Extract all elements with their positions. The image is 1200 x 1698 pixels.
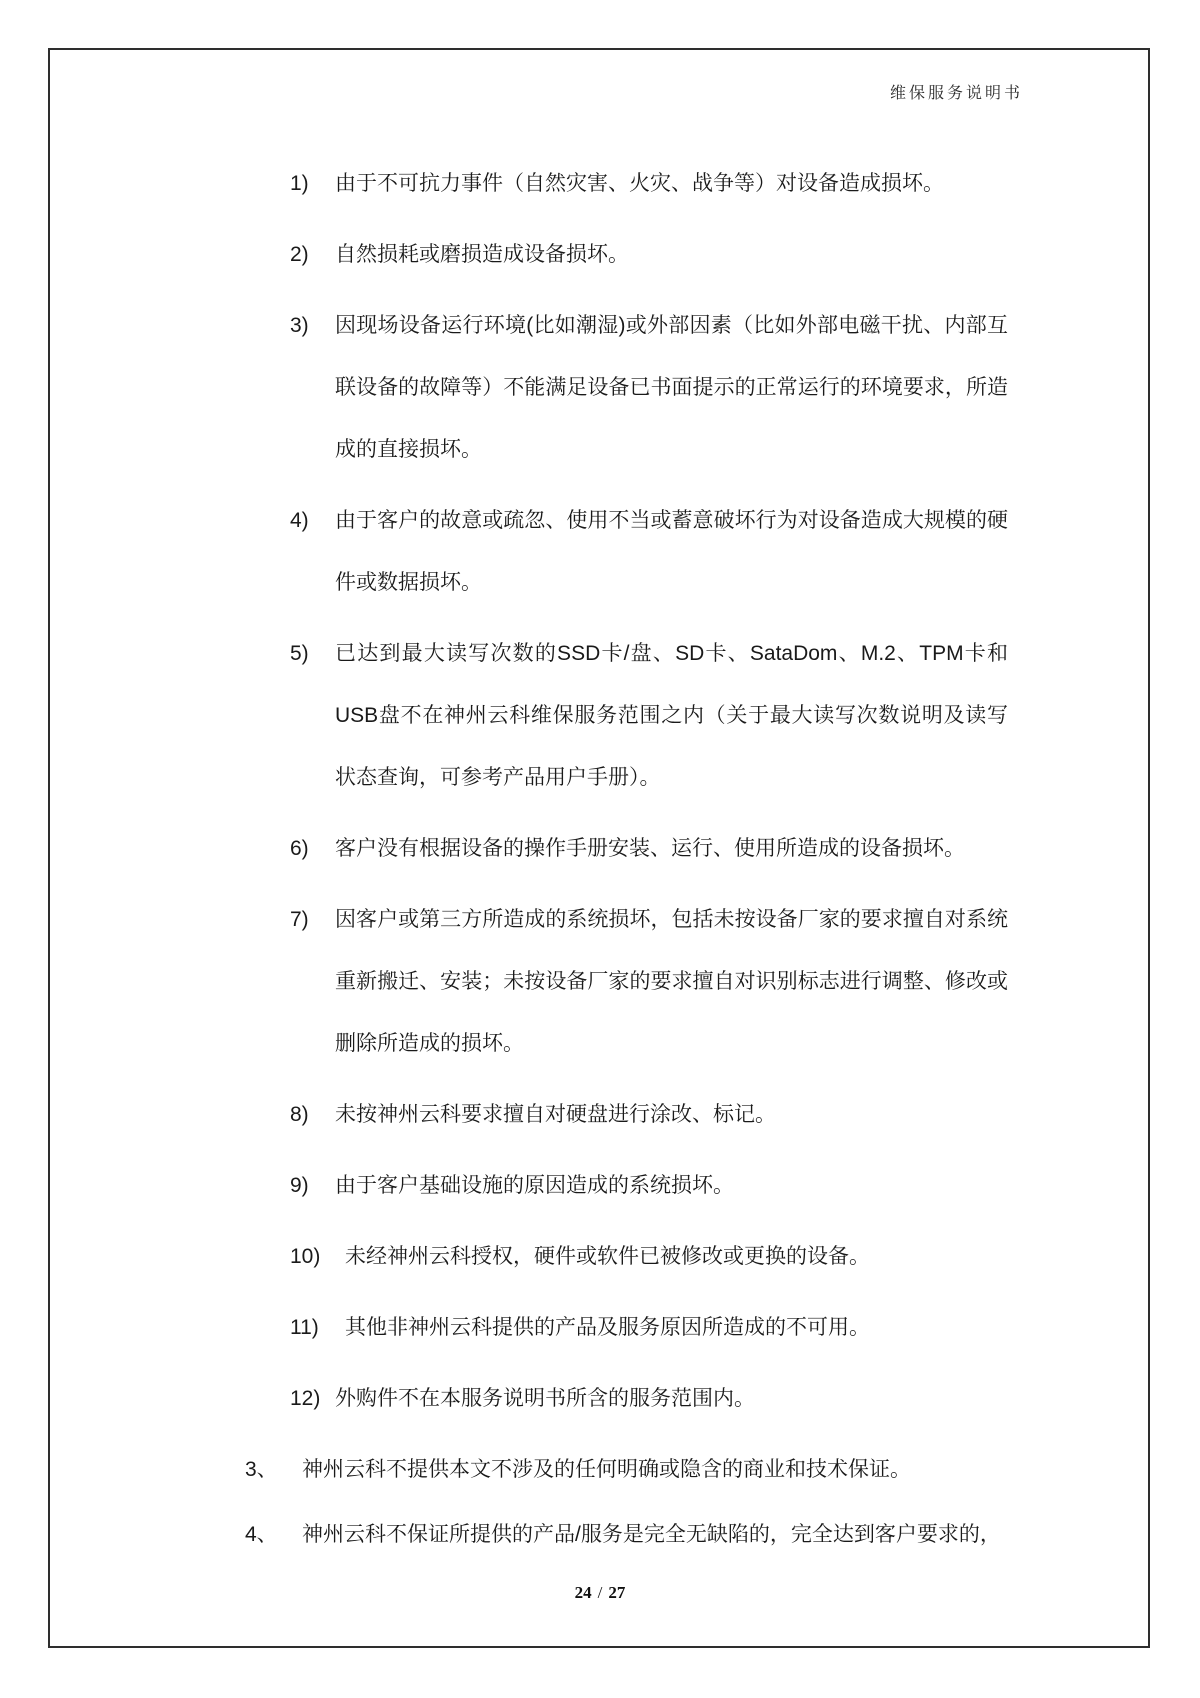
list-item-number: 7) — [290, 908, 309, 931]
list-item-text: 神州云科不保证所提供的产品/服务是完全无缺陷的，完全达到客户要求的， — [302, 1523, 1001, 1546]
list-item-number: 4) — [290, 509, 309, 532]
list-item — [0, 889, 1200, 1075]
list-item-text: 已达到最大读写次数的SSD卡/盘、SD卡、SataDom、M.2、TPM卡和USB盘不在神州云科维保服务范围之内（关于最大读写次数说明及读写状态查询，可参考产品用户手册）。 — [335, 642, 1008, 789]
list-item — [0, 224, 1200, 286]
list-item-text: 神州云科不提供本文不涉及的任何明确或隐含的商业和技术保证。 — [302, 1458, 911, 1481]
list-item-text: 未按神州云科要求擅自对硬盘进行涂改、标记。 — [335, 1103, 776, 1126]
list-item-number: 5) — [290, 642, 309, 665]
page-number-separator: / — [597, 1583, 603, 1602]
list-item — [0, 818, 1200, 880]
list-item-main — [0, 1504, 1200, 1566]
list-item-text: 由于客户基础设施的原因造成的系统损坏。 — [335, 1174, 734, 1197]
list-item-number: 12) — [290, 1387, 321, 1410]
list-item-text: 客户没有根据设备的操作手册安装、运行、使用所造成的设备损坏。 — [335, 837, 965, 860]
list-item-text: 由于不可抗力事件（自然灾害、火灾、战争等）对设备造成损坏。 — [335, 172, 944, 195]
document-body — [0, 153, 1200, 1566]
list-item-number: 8) — [290, 1103, 309, 1126]
list-item-text: 其他非神州云科提供的产品及服务原因所造成的不可用。 — [345, 1316, 870, 1339]
list-item — [0, 490, 1200, 614]
list-item-number: 1) — [290, 172, 309, 195]
list-item — [0, 295, 1200, 481]
list-item — [0, 1368, 1200, 1430]
page-number-total: 27 — [608, 1583, 626, 1602]
list-item-number: 11) — [290, 1316, 319, 1339]
list-item-text: 外购件不在本服务说明书所含的服务范围内。 — [335, 1387, 755, 1410]
list-item-text: 未经神州云科授权，硬件或软件已被修改或更换的设备。 — [345, 1245, 870, 1268]
list-item — [0, 1297, 1200, 1359]
list-item-number: 4、 — [245, 1523, 278, 1546]
list-item-main — [0, 1439, 1200, 1501]
list-item-number: 10) — [290, 1245, 321, 1268]
page-footer — [0, 1583, 1200, 1603]
list-item-text: 自然损耗或磨损造成设备损坏。 — [335, 243, 629, 266]
list-item — [0, 1155, 1200, 1217]
list-item — [0, 623, 1200, 809]
list-item-number: 6) — [290, 837, 309, 860]
list-item-number: 3、 — [245, 1458, 278, 1481]
list-item — [0, 1226, 1200, 1288]
list-item-number: 2) — [290, 243, 309, 266]
list-item-number: 9) — [290, 1174, 309, 1197]
page-header-title: 维保服务说明书 — [889, 85, 1023, 102]
page-number-current: 24 — [574, 1583, 592, 1602]
list-item — [0, 1084, 1200, 1146]
list-item-text: 由于客户的故意或疏忽、使用不当或蓄意破坏行为对设备造成大规模的硬件或数据损坏。 — [335, 509, 1008, 594]
list-item-text: 因客户或第三方所造成的系统损坏，包括未按设备厂家的要求擅自对系统重新搬迁、安装；未按设备厂家的要求擅自对识别标志进行调整、修改或删除所造成的损坏。 — [335, 908, 1008, 1055]
list-item — [0, 153, 1200, 215]
list-item-number: 3) — [290, 314, 309, 337]
list-item-text: 因现场设备运行环境(比如潮湿)或外部因素（比如外部电磁干扰、内部互联设备的故障等）不能满足设备已书面提示的正常运行的环境要求，所造成的直接损坏。 — [335, 314, 1008, 461]
